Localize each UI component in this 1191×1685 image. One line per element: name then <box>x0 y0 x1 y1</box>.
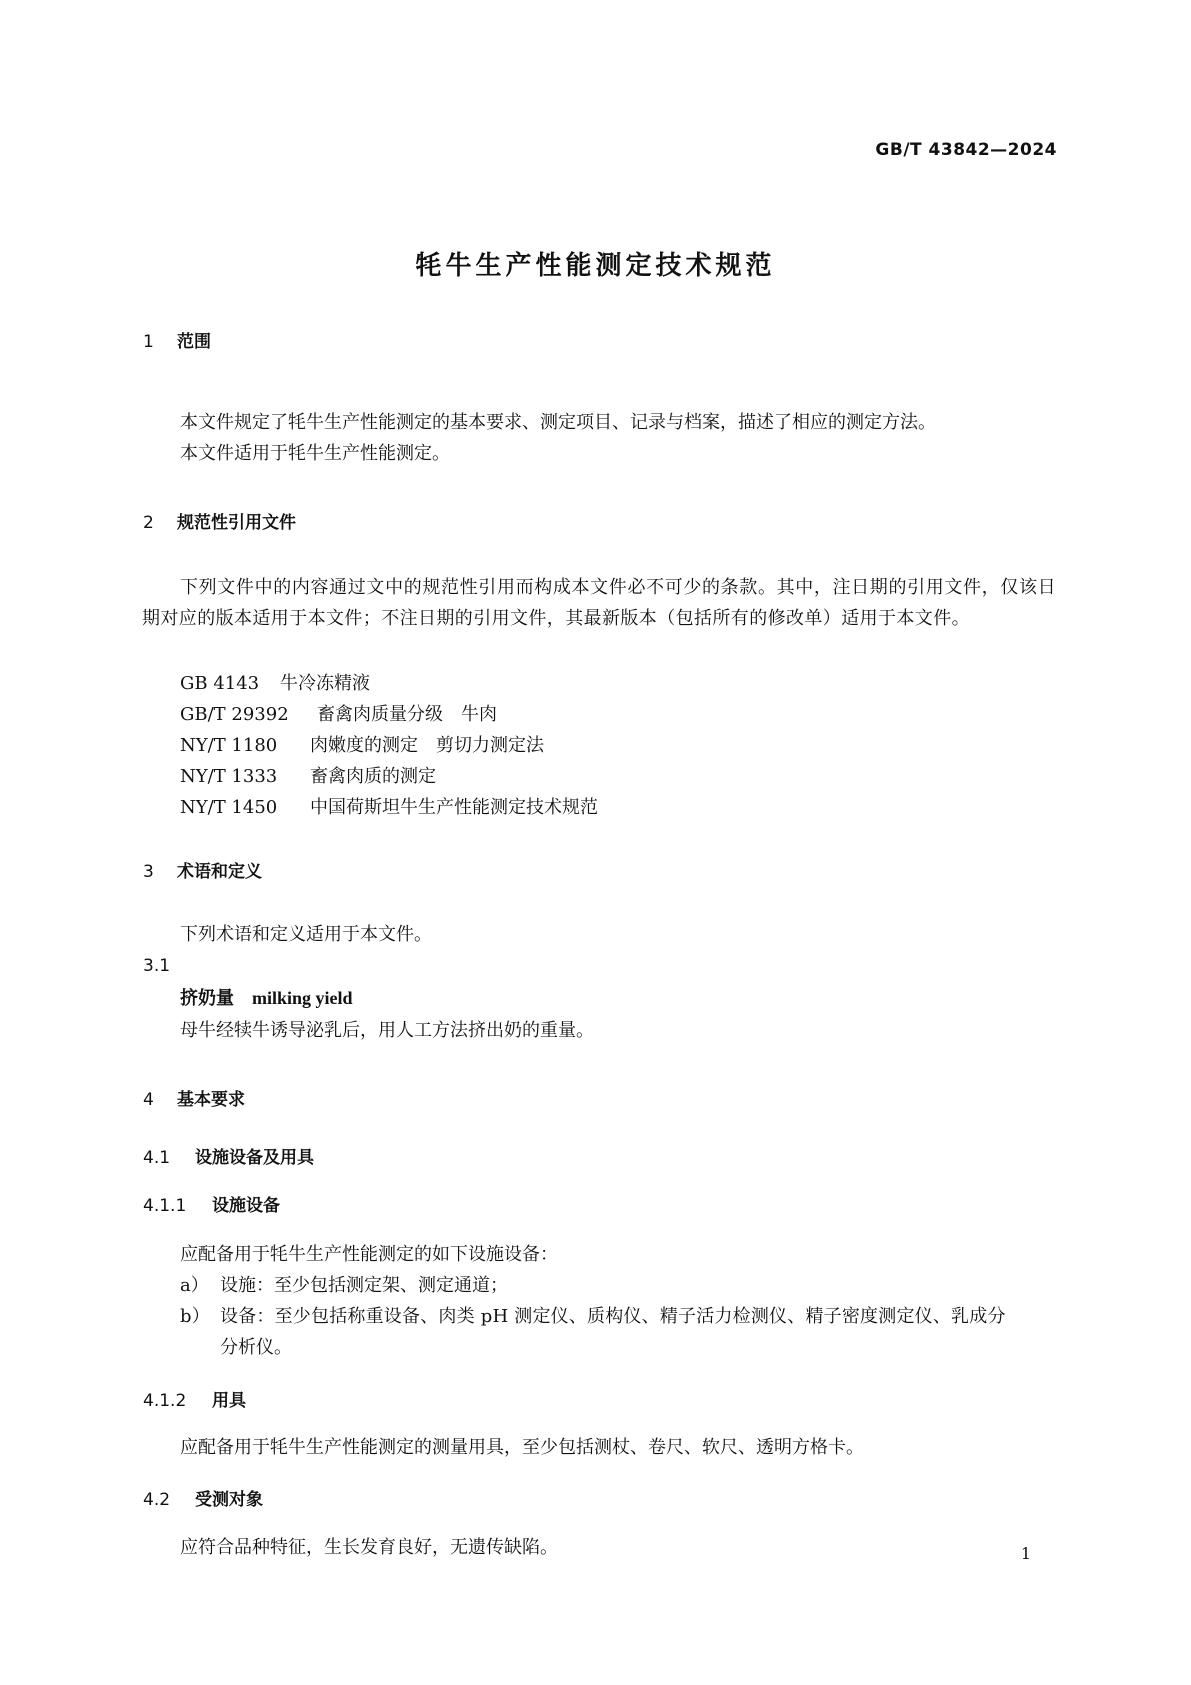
facilities-intro: 应配备用于牦牛生产性能测定的如下设施设备： <box>180 1244 558 1265</box>
section-2-heading <box>143 508 296 533</box>
section-title: 设施设备 <box>212 1196 280 1216</box>
normative-references-intro: 下列文件中的内容通过文中的规范性引用而构成本文件必不可少的条款。其中，注日期的引用文件，仅该日期对应的版本适用于本文件；不注日期的引用文件，其最新版本（包括所有的修改单）适用于本文件。 <box>142 577 1056 629</box>
subsection-4-2-heading <box>143 1485 263 1510</box>
section-number: 3 <box>143 862 154 882</box>
list-text: 设备：至少包括称重设备、肉类 pH 测定仪、质构仪、精子活力检测仪、精子密度测定仪、乳成分 <box>220 1306 1006 1327</box>
reference-item <box>180 792 598 823</box>
scope-paragraph-2: 本文件适用于牦牛生产性能测定。 <box>180 443 450 464</box>
list-item <box>180 1270 508 1301</box>
section-title: 规范性引用文件 <box>177 513 296 533</box>
reference-code: NY/T 1180 <box>180 735 278 756</box>
section-title: 用具 <box>212 1391 246 1411</box>
page-number: 1 <box>1020 1544 1031 1563</box>
reference-title: 畜禽肉质量分级 牛肉 <box>317 704 497 725</box>
subsection-4-1-heading <box>143 1143 314 1168</box>
section-number: 1 <box>143 332 154 352</box>
section-title: 设施设备及用具 <box>195 1148 314 1168</box>
reference-code: NY/T 1333 <box>180 766 278 787</box>
section-number: 4.1 <box>143 1148 171 1168</box>
reference-item <box>180 668 370 699</box>
term-english: milking yield <box>252 988 353 1008</box>
reference-code: GB 4143 <box>180 673 260 694</box>
scope-paragraph-1: 本文件规定了牦牛生产性能测定的基本要求、测定项目、记录与档案，描述了相应的测定方法。 <box>180 412 936 433</box>
reference-code: NY/T 1450 <box>180 797 278 818</box>
reference-title: 畜禽肉质的测定 <box>310 766 436 787</box>
section-number: 4.1.2 <box>143 1391 187 1411</box>
reference-title: 中国荷斯坦牛生产性能测定技术规范 <box>310 797 598 818</box>
term-chinese: 挤奶量 <box>180 988 234 1009</box>
list-marker: b） <box>180 1306 210 1327</box>
subsection-4-1-1-heading <box>143 1191 280 1216</box>
reference-item <box>180 730 544 761</box>
section-title: 范围 <box>177 332 211 352</box>
section-title: 术语和定义 <box>177 862 262 882</box>
tools-paragraph: 应配备用于牦牛生产性能测定的测量用具，至少包括测杖、卷尺、软尺、透明方格卡。 <box>180 1437 864 1458</box>
list-marker: a） <box>180 1275 209 1296</box>
subsection-4-1-2-heading <box>143 1386 246 1411</box>
term-number: 3.1 <box>143 956 171 976</box>
document-title: 牦牛生产性能测定技术规范 <box>415 251 776 281</box>
test-subject-paragraph: 应符合品种特征，生长发育良好，无遗传缺陷。 <box>180 1537 558 1558</box>
terms-intro: 下列术语和定义适用于本文件。 <box>180 924 432 945</box>
section-number: 4.1.1 <box>143 1196 187 1216</box>
section-title: 受测对象 <box>195 1490 263 1510</box>
section-number: 4.2 <box>143 1490 171 1510</box>
reference-item <box>180 761 436 792</box>
reference-title: 牛冷冻精液 <box>280 673 370 694</box>
term-entry <box>180 983 353 1014</box>
term-definition: 母牛经犊牛诱导泌乳后，用人工方法挤出奶的重量。 <box>180 1020 594 1041</box>
section-title: 基本要求 <box>177 1090 245 1110</box>
list-text: 设施：至少包括测定架、测定通道； <box>220 1275 508 1296</box>
section-4-heading <box>143 1085 245 1110</box>
reference-item <box>180 699 497 730</box>
reference-title: 肉嫩度的测定 剪切力测定法 <box>310 735 544 756</box>
section-3-heading <box>143 857 262 882</box>
standard-code: GB/T 43842—2024 <box>875 140 1057 160</box>
reference-code: GB/T 29392 <box>180 704 289 725</box>
section-number: 4 <box>143 1090 154 1110</box>
list-item <box>180 1301 1006 1332</box>
section-1-heading <box>143 327 211 352</box>
list-item-continuation: 分析仪。 <box>220 1337 292 1358</box>
section-number: 2 <box>143 513 154 533</box>
